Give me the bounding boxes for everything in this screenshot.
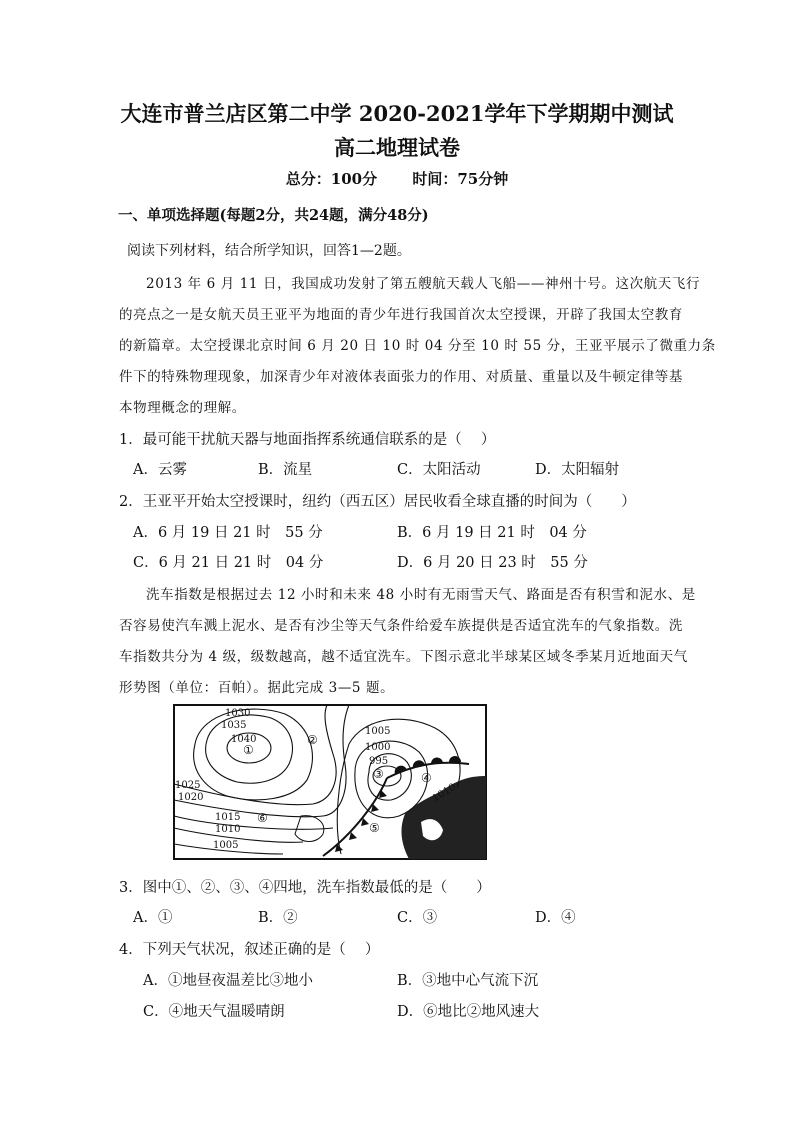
question-3-stem: 3．图中①、②、③、④四地，洗车指数最低的是（ ） [119, 880, 491, 896]
isobar-label: 995 [369, 756, 389, 767]
isobar-label: 1010 [430, 781, 459, 805]
question-2-stem: 2．王亚平开始太空授课时，纽约（西五区）居民收看全球直播的时间为（ ） [119, 494, 636, 510]
passage-line: 车指数共分为 4 级，级数越高，越不适宜洗车。下图示意北半球某区域冬季某月近地面天气 [119, 649, 688, 665]
isobar-label: 1000 [365, 742, 391, 753]
isobar-label: 1030 [225, 708, 251, 719]
q1-option-d: D．太阳辐射 [535, 462, 620, 478]
q3-option-c: C．③ [397, 910, 438, 926]
weather-map-figure [173, 704, 487, 860]
isobar-label: 1020 [178, 792, 204, 803]
q2-option-b: B．6 月 19 日 21 时 04 分 [397, 525, 587, 541]
q2-option-d: D．6 月 20 日 23 时 55 分 [397, 555, 588, 571]
passage-line: 洗车指数是根据过去 12 小时和未来 48 小时有无雨雪天气、路面是否有积雪和泥水、是 [146, 587, 696, 603]
exam-meta: 总分：100分 时间：75分钟 [285, 170, 509, 188]
reading-instruction: 阅读下列材料，结合所学知识，回答1—2题。 [127, 243, 411, 259]
passage-line: 否容易使汽车溅上泥水、是否有沙尘等天气条件给爱车族提供是否适宜洗车的气象指数。洗 [119, 618, 683, 634]
point-label-2: ② [307, 733, 318, 747]
q1-option-b: B．流星 [258, 462, 313, 478]
isobar-label: 1035 [221, 720, 247, 731]
q4-option-b: B．③地中心气流下沉 [397, 973, 539, 989]
isobar-label: 1040 [231, 734, 257, 745]
isobar-label: 1005 [365, 726, 391, 737]
q3-option-a: A．① [133, 910, 173, 926]
isobar-label: 1005 [213, 840, 239, 851]
passage-line: 的亮点之一是女航天员王亚平为地面的青少年进行我国首次太空授课，开辟了我国太空教育 [119, 307, 683, 323]
point-label-6: ⑥ [257, 811, 268, 825]
point-label-3: ③ [373, 767, 384, 781]
isobar-label: 1010 [215, 824, 241, 835]
q2-option-c: C．6 月 21 日 21 时 04 分 [133, 555, 324, 571]
section-heading: 一、单项选择题(每题2分，共24题，满分48分) [118, 207, 429, 224]
q3-option-d: D．④ [535, 910, 576, 926]
q4-option-d: D．⑥地比②地风速大 [397, 1004, 540, 1020]
passage-line: 的新篇章。太空授课北京时间 6 月 20 日 10 时 04 分至 10 时 55 分，王亚平展示了微重力条 [119, 338, 716, 354]
passage-line: 形势图（单位：百帕）。据此完成 3—5 题。 [119, 680, 395, 696]
q3-option-b: B．② [258, 910, 298, 926]
question-4-stem: 4．下列天气状况，叙述正确的是（ ） [119, 942, 380, 958]
passage-line: 本物理概念的理解。 [119, 400, 246, 416]
point-label-5: ⑤ [369, 821, 380, 835]
q1-option-a: A．云雾 [133, 462, 187, 478]
point-label-1: ① [243, 743, 254, 757]
question-1-stem: 1．最可能干扰航天器与地面指挥系统通信联系的是（ ） [119, 432, 496, 448]
exam-title-line2: 高二地理试卷 [334, 135, 460, 160]
q4-option-c: C．④地天气温暖晴朗 [143, 1004, 285, 1020]
isobar-label: 1015 [215, 812, 241, 823]
passage-line: 2013 年 6 月 11 日，我国成功发射了第五艘航天载人飞船——神州十号。这次航天飞行 [146, 276, 701, 292]
exam-title-line1: 大连市普兰店区第二中学 2020-2021学年下学期期中测试 [120, 101, 674, 126]
isobar-label: 1025 [175, 780, 201, 791]
q4-option-a: A．①地昼夜温差比③地小 [143, 973, 313, 989]
q1-option-c: C．太阳活动 [397, 462, 481, 478]
point-label-4: ④ [421, 771, 432, 785]
q2-option-a: A．6 月 19 日 21 时 55 分 [133, 525, 323, 541]
passage-line: 件下的特殊物理现象，加深青少年对液体表面张力的作用、对质量、重量以及牛顿定律等基 [119, 369, 683, 385]
